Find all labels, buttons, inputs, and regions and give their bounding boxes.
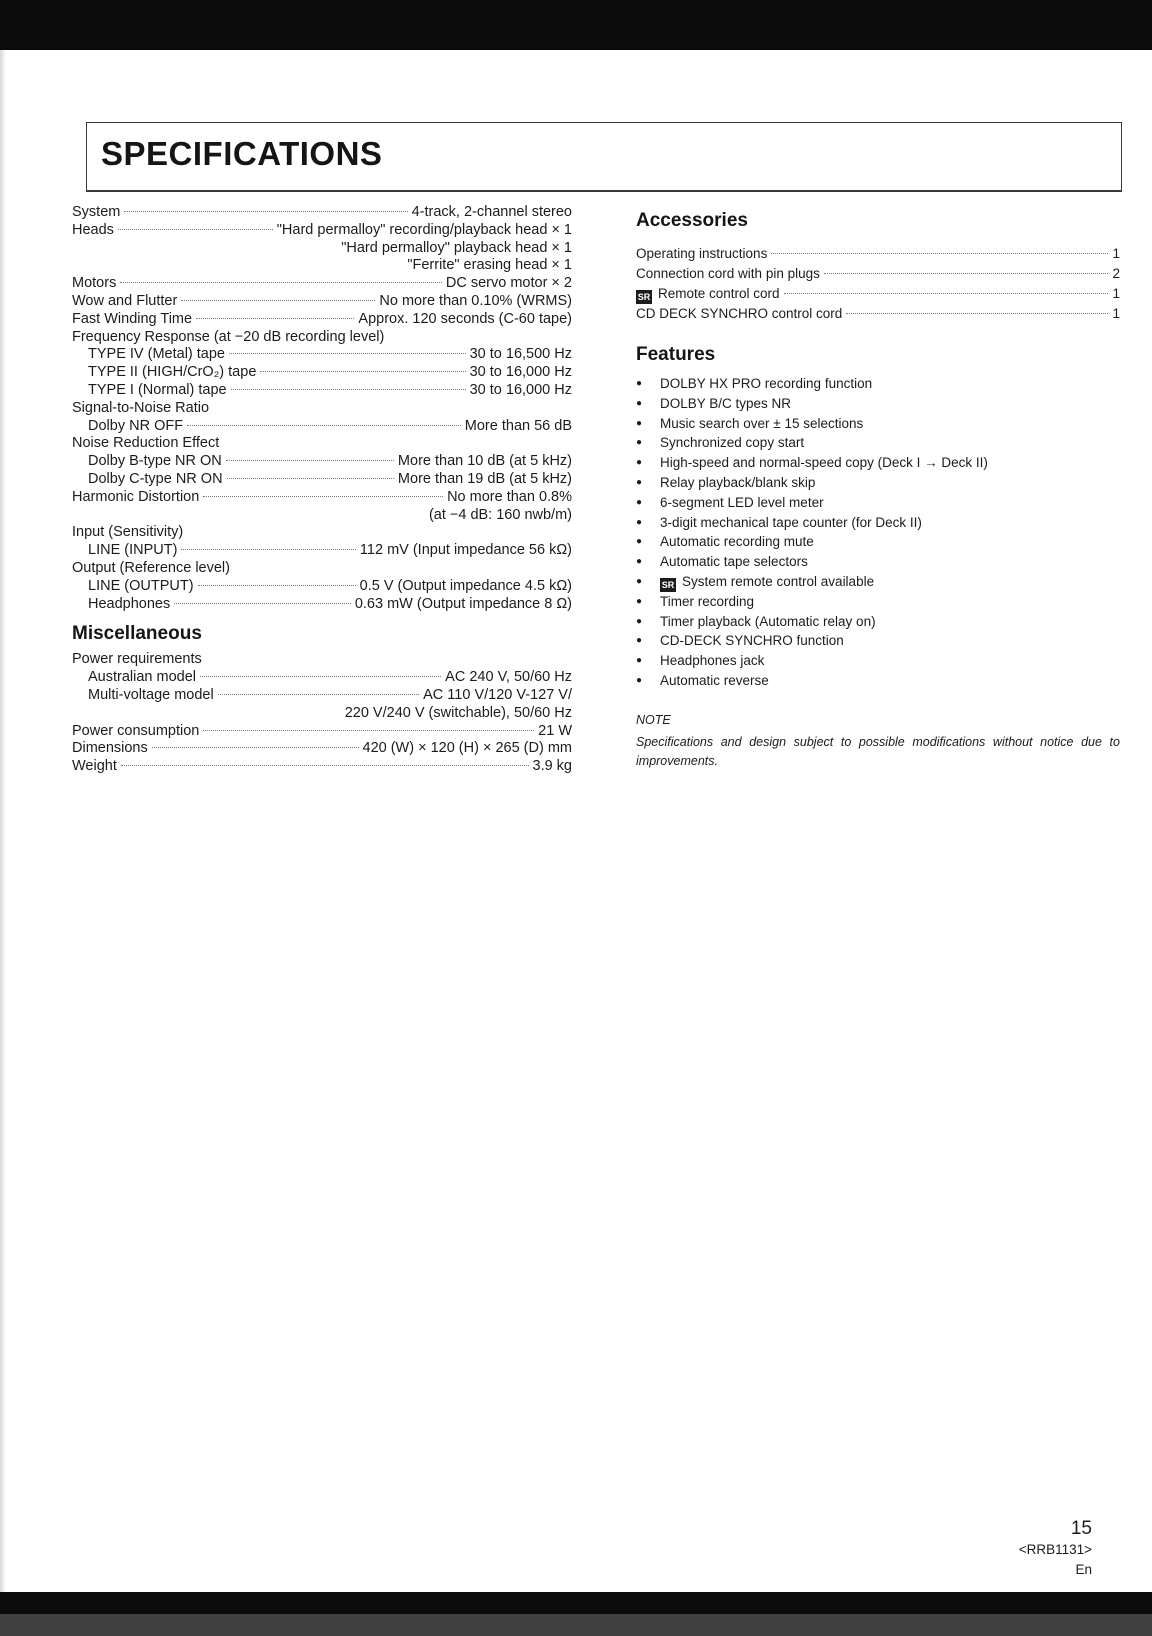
feature-item xyxy=(636,592,1120,612)
dot-leader xyxy=(152,747,359,748)
spec-label: LINE (INPUT) xyxy=(88,542,178,559)
spec-label: Wow and Flutter xyxy=(72,292,178,309)
accessory-name: Operating instructions xyxy=(636,246,768,261)
spec-row xyxy=(72,723,572,741)
spec-value: "Ferrite" erasing head × 1 xyxy=(407,257,572,274)
spec-value: 0.63 mW (Output impedance 8 Ω) xyxy=(354,595,572,612)
spec-row xyxy=(72,418,572,436)
accessory-label xyxy=(636,244,767,264)
spec-row xyxy=(72,382,572,400)
accessory-qty: 2 xyxy=(1112,266,1120,281)
accessory-name: CD DECK SYNCHRO control cord xyxy=(636,306,843,321)
dot-leader xyxy=(231,389,466,390)
spec-value: More than 10 dB (at 5 kHz) xyxy=(397,453,572,470)
spec-value: 30 to 16,000 Hz xyxy=(469,381,572,398)
specs-column xyxy=(72,204,572,776)
spec-row xyxy=(72,740,572,758)
spec-value: 420 (W) × 120 (H) × 265 (D) mm xyxy=(362,740,572,757)
spec-row xyxy=(72,222,572,240)
feature-text: High-speed and normal-speed copy (Deck I → Deck II) xyxy=(660,455,988,471)
spec-label: Noise Reduction Effect xyxy=(72,435,220,452)
feature-item xyxy=(636,612,1120,632)
spec-value: More than 19 dB (at 5 kHz) xyxy=(397,470,572,487)
feature-item xyxy=(636,631,1120,651)
dot-leader xyxy=(181,549,356,550)
spec-value: (at −4 dB: 160 nwb/m) xyxy=(428,506,572,523)
spec-label: Multi-voltage model xyxy=(88,686,214,703)
feature-text: DOLBY HX PRO recording function xyxy=(660,376,873,391)
spec-row xyxy=(72,453,572,471)
feature-item xyxy=(636,394,1120,414)
accessory-qty: 1 xyxy=(1112,246,1120,261)
accessory-row xyxy=(636,264,1120,284)
spec-row xyxy=(72,471,572,489)
feature-text: CD-DECK SYNCHRO function xyxy=(660,633,844,649)
spec-value: Approx. 120 seconds (C-60 tape) xyxy=(358,310,572,327)
language-code: En xyxy=(1075,1562,1092,1577)
feature-item xyxy=(636,374,1120,394)
spec-value: AC 240 V, 50/60 Hz xyxy=(445,669,572,686)
note-title: NOTE xyxy=(636,712,671,727)
spec-value: 220 V/240 V (switchable), 50/60 Hz xyxy=(344,704,572,721)
feature-item xyxy=(636,651,1120,671)
accessory-qty: 1 xyxy=(1112,306,1120,321)
spec-value: 4-track, 2-channel stereo xyxy=(411,204,572,220)
misc-list xyxy=(72,651,572,776)
spec-row xyxy=(72,311,572,329)
accessory-name: Remote control cord xyxy=(658,286,780,301)
spec-label: TYPE II (HIGH/CrO₂) tape xyxy=(88,364,257,381)
spec-label: Frequency Response (at −20 dB recording level) xyxy=(72,328,385,345)
spec-row xyxy=(72,293,572,311)
feature-text: Headphones jack xyxy=(660,653,765,669)
spec-label: TYPE I (Normal) tape xyxy=(88,381,227,398)
spec-label: Power requirements xyxy=(72,651,202,668)
spec-value: "Hard permalloy" recording/playback head × 1 xyxy=(276,221,572,238)
dot-leader xyxy=(120,282,442,283)
spec-row xyxy=(72,596,572,614)
dot-leader xyxy=(824,273,1109,274)
accessory-label xyxy=(636,284,780,304)
feature-item xyxy=(636,453,1120,473)
scan-bottom-band xyxy=(0,1592,1152,1636)
sr-remote-icon: SR xyxy=(637,292,651,302)
spec-row xyxy=(72,560,572,578)
dot-leader xyxy=(226,460,394,461)
spec-value: More than 56 dB xyxy=(464,417,572,434)
sr-remote-icon: SR xyxy=(661,579,675,590)
spec-label: Dolby B-type NR ON xyxy=(88,453,222,470)
feature-item xyxy=(636,513,1120,533)
feature-text: Relay playback/blank skip xyxy=(660,474,816,490)
spec-row xyxy=(72,578,572,596)
spec-label: Dolby NR OFF xyxy=(88,417,184,434)
accessory-name: Connection cord with pin plugs xyxy=(636,266,820,281)
dot-leader xyxy=(229,353,466,354)
feature-text: Automatic recording mute xyxy=(660,534,814,550)
accessory-row xyxy=(636,304,1120,324)
dot-leader xyxy=(203,496,443,497)
spec-label: Input (Sensitivity) xyxy=(72,524,184,541)
scan-left-edge xyxy=(0,50,6,1592)
spec-label: Dimensions xyxy=(72,740,148,757)
right-column xyxy=(636,210,1120,771)
spec-value: DC servo motor × 2 xyxy=(445,275,572,292)
page-footer xyxy=(1019,1518,1092,1580)
accessories-heading: Accessories xyxy=(636,210,748,231)
dot-leader xyxy=(196,318,354,319)
spec-label: Power consumption xyxy=(72,722,200,739)
dot-leader xyxy=(218,694,419,695)
feature-item xyxy=(636,572,1120,592)
spec-row xyxy=(72,758,572,776)
feature-text: Timer playback (Automatic relay on) xyxy=(660,613,876,629)
page-title: SPECIFICATIONS xyxy=(101,135,383,172)
spec-label: TYPE IV (Metal) tape xyxy=(88,346,225,363)
dot-leader xyxy=(203,730,534,731)
feature-text: System remote control available xyxy=(682,573,875,589)
accessory-row xyxy=(636,284,1120,304)
dot-leader xyxy=(771,253,1108,254)
spec-label: Harmonic Distortion xyxy=(72,488,200,505)
spec-row xyxy=(72,346,572,364)
spec-row xyxy=(72,257,572,275)
accessory-label xyxy=(636,304,842,324)
feature-text: DOLBY B/C types NR xyxy=(660,395,792,411)
dot-leader xyxy=(174,603,351,604)
spec-row xyxy=(72,329,572,347)
page-number: 15 xyxy=(1070,1518,1092,1539)
feature-text: Timer recording xyxy=(660,593,755,609)
spec-row xyxy=(72,705,572,723)
spec-label: Australian model xyxy=(88,669,196,686)
spec-row xyxy=(72,687,572,705)
spec-label: Motors xyxy=(72,275,117,292)
title-box xyxy=(86,122,1122,192)
spec-label: System xyxy=(72,204,121,220)
dot-leader xyxy=(227,478,394,479)
dot-leader xyxy=(121,765,529,766)
spec-label: Weight xyxy=(72,758,117,775)
dot-leader xyxy=(198,585,356,586)
document-code: <RRB1131> xyxy=(1018,1542,1092,1557)
dot-leader xyxy=(118,229,273,230)
dot-leader xyxy=(124,211,407,212)
note-body: Specifications and design subject to possible modifications without notice due to improvements. xyxy=(636,734,1120,768)
feature-item xyxy=(636,493,1120,513)
spec-label: LINE (OUTPUT) xyxy=(88,577,194,594)
feature-text: Automatic reverse xyxy=(660,672,769,688)
dot-leader xyxy=(260,371,465,372)
feature-text: Automatic tape selectors xyxy=(660,554,808,570)
feature-item xyxy=(636,532,1120,552)
accessory-qty: 1 xyxy=(1112,286,1120,301)
accessory-row xyxy=(636,244,1120,264)
spec-row xyxy=(72,669,572,687)
feature-item xyxy=(636,473,1120,493)
spec-label: Output (Reference level) xyxy=(72,559,230,576)
spec-row xyxy=(72,275,572,293)
spec-row xyxy=(72,240,572,258)
feature-item xyxy=(636,552,1120,572)
features-list xyxy=(636,374,1120,691)
spec-row xyxy=(72,489,572,507)
spec-value: "Hard permalloy" playback head × 1 xyxy=(341,239,572,256)
spec-row xyxy=(72,524,572,542)
note-block xyxy=(636,713,1120,771)
dot-leader xyxy=(784,293,1109,294)
spec-value: 0.5 V (Output impedance 4.5 kΩ) xyxy=(359,577,572,594)
spec-row xyxy=(72,364,572,382)
spec-value: 112 mV (Input impedance 56 kΩ) xyxy=(359,542,572,559)
feature-item xyxy=(636,414,1120,434)
spec-list xyxy=(72,204,572,613)
spec-label: Heads xyxy=(72,221,114,238)
spec-label: Signal-to-Noise Ratio xyxy=(72,399,210,416)
feature-text: 6-segment LED level meter xyxy=(660,494,824,510)
spec-row xyxy=(72,542,572,560)
dot-leader xyxy=(846,313,1108,314)
spec-label: Dolby C-type NR ON xyxy=(88,470,223,487)
feature-text: Synchronized copy start xyxy=(660,435,805,451)
feature-text: 3-digit mechanical tape counter (for Deck II) xyxy=(660,514,922,530)
feature-text: Music search over ± 15 selections xyxy=(660,415,864,431)
spec-label: Fast Winding Time xyxy=(72,310,193,327)
spec-row xyxy=(72,507,572,525)
dot-leader xyxy=(181,300,375,301)
spec-value: 30 to 16,500 Hz xyxy=(469,346,572,363)
spec-row xyxy=(72,651,572,669)
accessory-label xyxy=(636,264,820,284)
spec-row xyxy=(72,435,572,453)
spec-value: 30 to 16,000 Hz xyxy=(469,364,572,381)
feature-item xyxy=(636,433,1120,453)
spec-value: AC 110 V/120 V-127 V/ xyxy=(423,686,572,703)
spec-value: No more than 0.10% (WRMS) xyxy=(379,292,572,309)
dot-leader xyxy=(187,425,461,426)
spec-value: 21 W xyxy=(538,722,572,739)
features-heading: Features xyxy=(636,344,716,365)
spec-row xyxy=(72,400,572,418)
feature-item xyxy=(636,671,1120,691)
spec-value: No more than 0.8% xyxy=(447,488,572,505)
scan-top-band xyxy=(0,0,1152,50)
spec-value: 3.9 kg xyxy=(532,758,572,775)
dot-leader xyxy=(200,676,441,677)
accessories-list xyxy=(636,244,1120,324)
misc-heading: Miscellaneous xyxy=(72,623,202,645)
spec-row xyxy=(72,204,572,222)
spec-label: Headphones xyxy=(88,595,171,612)
